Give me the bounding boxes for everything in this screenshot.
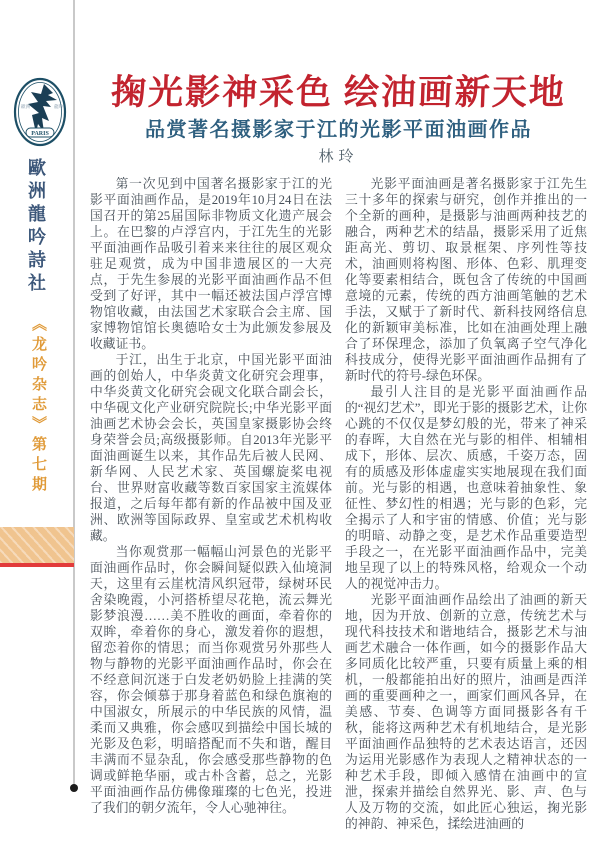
issue-label-vertical: 《龙吟杂志》第七期 xyxy=(30,316,46,496)
paragraph: 光影平面油画作品绘出了油画的新天地，因为开放、创新的立意，传统艺术与现代科技技术和谐地结合，摄影艺术与油画艺术融合一体作画，如今的摄影作品大多同质化比较严重，只要有质量上乘的相机，一般都能拍出好的照片，油画是西洋画的重要画种之一，画家们画风各异，在美感、节奏、色调等方面同摄影各有千秋，能将这两种艺术有机地结合，是光影平面油画作品独特的艺术表达语言，还因为运用光影感作为表现人之精神状态的一种艺术手段，即倾入感情在油画中的宣泄，探索并描绘自然界光、影、声、色与人及万物的交流，如此匠心独运，掬光影的神韵、神采色，揉绘进油画的 xyxy=(345,593,587,831)
paragraph: 当你观赏那一幅幅山河景色的光影平面油画作品时，你会瞬间疑似跌入仙境洞天，这里有云崖枕清风织冠带，绿树环民舍染晚霞，小河搭桥望尽花艳，流云舞光影梦浪漫……美不胜收的画面，牵着你的双眸，牵着你的身心，激发着你的遐想，留恋着你的情思；而当你观赏另外那些人物与静物的光影平面油画作品时，你会在不经意间沉迷于白发老奶奶脸上挂满的笑容，你会倾慕于那身着蓝色和绿色旗袍的中国淑女，所展示的中华民族的风情，温柔而又典雅，你会感叹到描绘中国长城的光影及色彩，明暗搭配而不失和谐，醒目丰满而不显杂乱，你会感受那些静物的色调或鲜艳华丽，或古朴含蓄，总之，光影平面油画作品仿佛像璀璨的七色光，投进了我们的朝夕流年，令人心驰神往。 xyxy=(90,545,332,815)
sidebar-banner xyxy=(0,527,74,563)
paragraph: 第一次见到中国著名摄影家于江的光影平面油画作品，是2019年10月24日在法国召开的第25届国际非物质文化遗产展会上。在巴黎的卢浮宫内，于江先生的光影平面油画作品吸引着来来往往的展区观众驻足观赏，成为中国非遗展区的一大亮点，于先生参展的光影平面油画作品不但受到了好评，其中一幅还被法国卢浮宫博物馆收藏，由法国艺术家联合会主席、国家博物馆馆长奥德哈女士为此颁发参展及收藏证书。 xyxy=(90,177,332,351)
author-name: 林玲 xyxy=(318,149,359,165)
sidebar-divider-line xyxy=(73,0,75,788)
paragraph: 最引人注目的是光影平面油画作品的“视幻艺术”，即光于影的摄影艺术，让你心跳的不仅仅是梦幻般的光，带来了神采的春晖，大自然在光与影的相伴、相辅相成下，形体、层次、质感，千姿万态，固有的质感及形体虚虚实实地展现在我们面前。光与影的相遇，也意味着抽象性、象征性、梦幻性的相遇；光与影的色彩，完全揭示了人和宇宙的情感、价值；光与影的明暗、动静之变，是艺术作品重要造型手段之一，在光影平面油画作品中，完美地呈现了以上的特殊风格，给观众一个动人的视觉冲击力。 xyxy=(345,385,587,591)
article-main xyxy=(90,72,587,832)
society-logo xyxy=(13,77,67,147)
society-name-vertical: 歐洲龍吟詩社 xyxy=(26,158,46,296)
article-columns xyxy=(90,176,587,832)
text-column-right xyxy=(345,176,587,832)
paragraph: 光影平面油画是著名摄影家于江先生三十多年的探索与研究，创作并推出的一个全新的画种，是摄影与油画两种技艺的融合，两种艺术的结晶，摄影采用了近焦距高光、剪切、取景框架、序列性等技术，油画则将构图、形体、色彩、肌理变化等要素相结合，既包含了传统的中国画意境的元素，传统的西方油画笔触的艺术手法，又赋于了新时代、新科技网络信息化的新颖审美标准，比如在油画处理上融合了环保理念，添加了负氧离子空气净化科技成分，使得光影平面油画作品拥有了新时代的符号-绿色环保。 xyxy=(345,177,587,383)
logo-left-mark: 歐洲 xyxy=(21,104,30,109)
article-subtitle: 品赏著名摄影家于江的光影平面油画作品 xyxy=(145,119,532,141)
logo-paris-label: PARIS xyxy=(31,131,49,137)
logo-right-mark: 龍吟 xyxy=(54,104,63,109)
article-title: 掬光影神采色 绘油画新天地 xyxy=(110,73,567,112)
text-column-left xyxy=(90,176,332,832)
banner-red-line xyxy=(0,563,74,567)
article-end-dot xyxy=(70,784,78,792)
paragraph: 于江，出生于北京，中国光影平面油画的创始人，中华炎黄文化研究会理事，中华炎黄文化研究会砚文化联合副会长，中华砚文化产业研究院院长;中华光影平面油画艺术协会会长，英国皇家摄影协会终身荣誉会员;高级摄影师。自2013年光影平面油画诞生以来，其作品先后被人民网、新华网、人民艺术家、英国螺旋桨电视台、世界财富收藏等数百家国家主流媒体报道，之后每年都有新的作品被中国及亚洲、欧洲等国际政界、皇室或艺术机构收藏。 xyxy=(90,353,332,543)
